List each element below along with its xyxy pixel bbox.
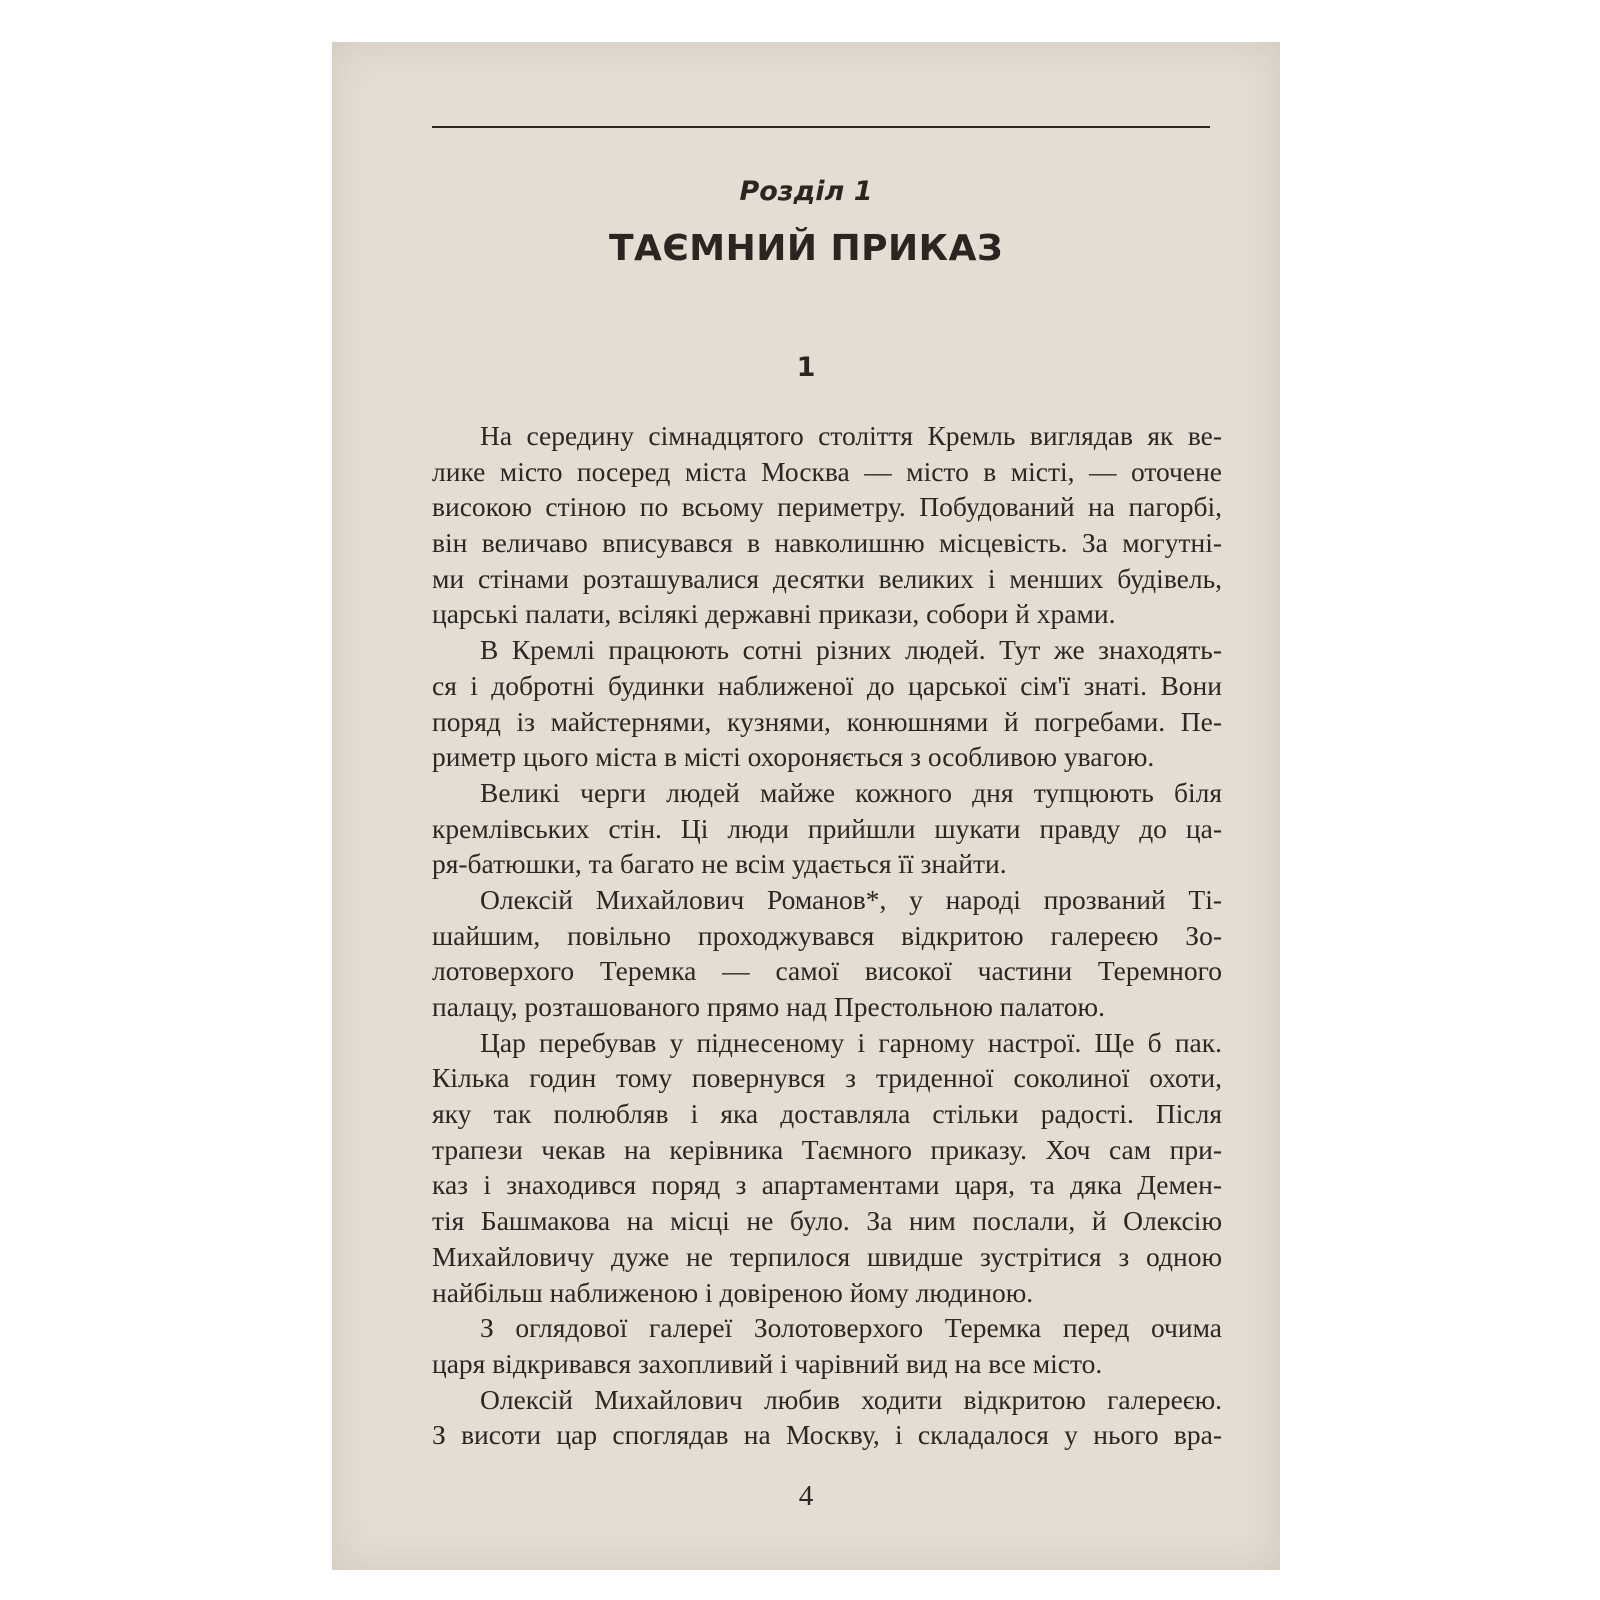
- text-line: ря-батюшки, та багато не всім удається її знайти.: [432, 848, 1007, 880]
- text-line: лике місто посеред міста Москва — місто в місті, — оточене: [432, 455, 1222, 487]
- text-line: каз і знаходився поряд з апартаментами царя, та дяка Демен-: [432, 1169, 1222, 1201]
- text-line: найбільш наближеною і довіреною йому людиною.: [432, 1276, 1034, 1308]
- text-line: ся і добротні будинки наближеної до царської сім'ї знаті. Вони: [432, 669, 1222, 701]
- text-line: Олексій Михайлович любив ходити відкритою галереєю.: [480, 1383, 1222, 1415]
- text-line: царські палати, всілякі державні прикази, собори й храми.: [432, 598, 1116, 630]
- text-line: риметр цього міста в місті охороняється з особливою увагою.: [432, 741, 1155, 773]
- text-line: ми стінами розташувалися десятки великих і менших будівель,: [432, 562, 1222, 594]
- text-line: В Кремлі працюють сотні різних людей. Тут же знаходять-: [480, 634, 1222, 666]
- text-line: Кілька годин тому повернувся з триденної соколиної охоти,: [432, 1062, 1222, 1094]
- text-line: високою стіною по всьому периметру. Побудований на пагорбі,: [432, 491, 1222, 523]
- text-line: поряд із майстернями, кузнями, конюшнями й погребами. Пе-: [432, 705, 1222, 737]
- book-page: [332, 42, 1280, 1570]
- text-line: лотоверхого Теремка — самої високої частини Теремного: [432, 955, 1222, 987]
- text-line: царя відкривався захопливий і чарівний вид на все місто.: [432, 1347, 1103, 1379]
- text-line: палацу, розташованого прямо над Престольною палатою.: [432, 991, 1105, 1022]
- section-number: 1: [796, 352, 816, 383]
- chapter-label: Розділ 1: [739, 176, 873, 207]
- text-line: він величаво вписувався в навколишню місцевість. За могутні-: [432, 527, 1222, 559]
- body-text: [432, 418, 1222, 1453]
- text-line: З оглядової галереї Золотоверхого Теремка перед очима: [480, 1312, 1222, 1344]
- chapter-title: ТАЄМНИЙ ПРИКАЗ: [608, 228, 1004, 269]
- text-line: шайшим, повільно проходжувався відкритою галереєю Зо-: [432, 919, 1222, 951]
- text-line: З висоти цар споглядав на Москву, і складалося у нього вра-: [432, 1419, 1222, 1451]
- text-line: трапези чекав на керівника Таємного приказу. Хоч сам при-: [432, 1133, 1222, 1165]
- text-line: кремлівських стін. Ці люди прийшли шукати правду до ца-: [432, 812, 1222, 844]
- text-line: тія Башмакова на місці не було. За ним послали, й Олексію: [432, 1205, 1222, 1237]
- text-line: Цар перебував у піднесеному і гарному настрої. Ще б пак.: [480, 1026, 1222, 1058]
- text-line: На середину сімнадцятого століття Кремль виглядав як ве-: [480, 420, 1222, 451]
- page-number: 4: [798, 1480, 814, 1512]
- text-line: Великі черги людей майже кожного дня тупцюють біля: [480, 776, 1222, 808]
- header-rule: [432, 126, 1210, 128]
- text-line: Михайловичу дуже не терпилося швидше зустрітися з одною: [432, 1240, 1222, 1272]
- text-line: яку так полюбляв і яка доставляла стільки радості. Після: [432, 1098, 1222, 1130]
- text-line: Олексій Михайлович Романов*, у народі прозваний Ті-: [480, 883, 1222, 915]
